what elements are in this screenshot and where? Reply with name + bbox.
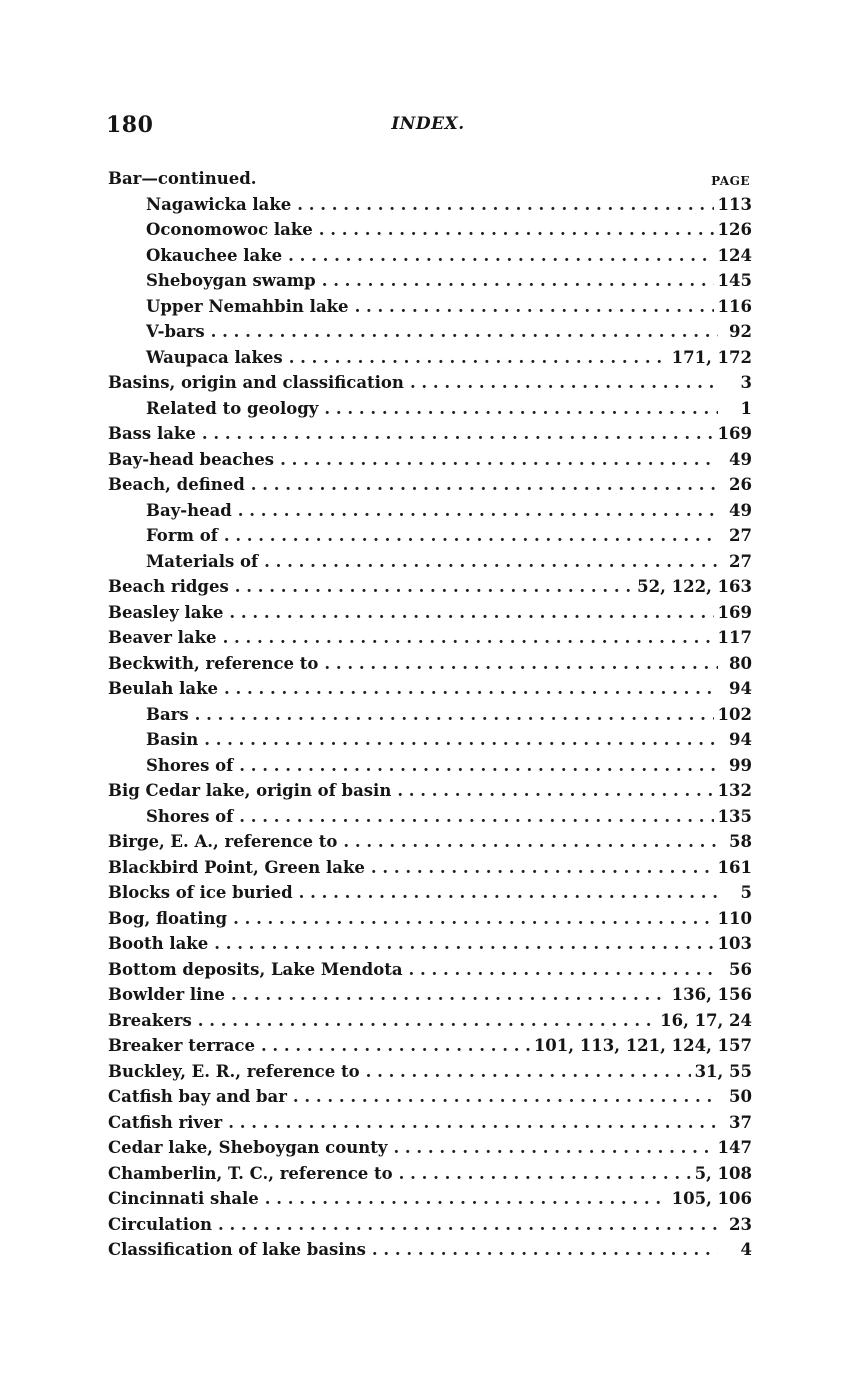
index-entry-text: Bay-head beaches	[108, 449, 275, 469]
dot-leader	[399, 1161, 691, 1187]
index-entry-pages: 3	[740, 373, 752, 392]
index-entry-pages: 136, 156	[671, 985, 752, 1004]
index-entry-pages: 52, 122, 163	[637, 577, 752, 596]
index-entry	[108, 472, 752, 498]
index-entry	[108, 447, 752, 473]
index-entry-text: Beaver lake	[108, 628, 217, 647]
index-entry-pages: 126	[717, 220, 752, 239]
index-entry-text: Upper Nemahbin lake	[146, 296, 349, 316]
index-entry-pages: 50	[729, 1087, 752, 1106]
index-entry	[108, 549, 752, 575]
index-entry	[108, 600, 752, 626]
index-entry-pages: 27	[729, 526, 752, 545]
index-entry-pages: 27	[729, 551, 752, 571]
index-entry-text: Shores of	[146, 755, 234, 775]
index-entry	[108, 880, 752, 906]
dot-leader	[371, 855, 714, 881]
dot-leader	[218, 1212, 718, 1238]
index-entry-text: Beckwith, reference to	[108, 653, 319, 673]
index-entry-pages: 132	[717, 781, 752, 800]
index-entry-text: Catfish bay and bar	[108, 1087, 287, 1106]
index-entry-text: Bottom deposits, Lake Mendota	[108, 959, 403, 979]
page-number: 180	[106, 112, 154, 138]
index-entry	[108, 982, 752, 1008]
index-entry	[108, 396, 752, 422]
dot-leader	[366, 1059, 691, 1085]
index-entry-text: Beulah lake	[108, 679, 219, 698]
page-column-label: PAGE	[711, 174, 750, 188]
index-entry-text: Bass lake	[108, 424, 196, 443]
dot-leader	[223, 625, 714, 651]
index-entry	[108, 727, 752, 753]
dot-leader	[235, 574, 633, 600]
index-entry	[108, 1237, 752, 1263]
index-entry-pages: 113	[717, 194, 752, 214]
dot-leader	[198, 1008, 656, 1034]
index-entry-text: Beach ridges	[108, 577, 229, 596]
dot-leader	[280, 447, 718, 473]
dot-leader	[297, 192, 713, 218]
index-entry-text: Cedar lake, Sheboygan county	[108, 1138, 388, 1157]
index-entry-text: Blocks of ice buried	[108, 883, 293, 902]
index-entry	[108, 778, 752, 804]
index-entry	[108, 166, 752, 192]
dot-leader	[239, 753, 718, 779]
index-entry	[108, 1135, 752, 1161]
index-entry	[108, 1161, 752, 1187]
index-entry-text: Okauchee lake	[146, 245, 283, 265]
index-entry-text: Waupaca lakes	[146, 347, 283, 367]
index-entry-text: Big Cedar lake, origin of basin	[108, 781, 392, 800]
index-entry-text: Breaker terrace	[108, 1036, 255, 1055]
index-entry-pages: 31, 55	[694, 1061, 752, 1081]
index-entry	[108, 294, 752, 320]
index-entry-pages: 58	[729, 832, 752, 851]
index-entry-text: Bar—continued.	[108, 169, 257, 188]
index-entry-text: Sheboygan swamp	[146, 271, 316, 290]
index-entry-text: Bog, floating	[108, 908, 228, 928]
dot-leader	[231, 982, 668, 1008]
index-entry	[108, 1059, 752, 1085]
index-entry-pages: 145	[717, 271, 752, 290]
index-entry	[108, 1084, 752, 1110]
index-entry	[108, 855, 752, 881]
index-entry	[108, 1008, 752, 1034]
index-entry-pages: 49	[729, 500, 752, 520]
index-entry-text: Oconomowoc lake	[146, 220, 313, 239]
index-entry-pages: 5, 108	[694, 1163, 752, 1183]
index-entry	[108, 268, 752, 294]
index-entry-text: Nagawicka lake	[146, 194, 292, 214]
dot-leader	[324, 651, 718, 677]
index-entry	[108, 1110, 752, 1136]
index-entry-text: Blackbird Point, Green lake	[108, 857, 365, 877]
dot-leader	[264, 549, 718, 575]
index-entry-text: Beach, defined	[108, 475, 245, 494]
index-entry-pages: 26	[729, 475, 752, 494]
dot-leader	[228, 1110, 718, 1136]
dot-leader	[397, 778, 713, 804]
index-entry-pages: 169	[717, 602, 752, 622]
index-entry	[108, 523, 752, 549]
index-entry-text: Bowlder line	[108, 985, 225, 1004]
index-entry	[108, 957, 752, 983]
index-entry-text: Beasley lake	[108, 602, 224, 622]
dot-leader	[265, 1186, 668, 1212]
index-entry-text: Buckley, E. R., reference to	[108, 1061, 360, 1081]
index-entry-pages: 99	[729, 755, 752, 775]
index-entry	[108, 906, 752, 932]
index-entry-text: V-bars	[146, 322, 205, 341]
dot-leader	[288, 243, 713, 269]
dot-leader	[372, 1237, 718, 1263]
dot-leader	[355, 294, 714, 320]
index-entry-pages: 16, 17, 24	[660, 1010, 752, 1030]
index-entry-pages: 4	[740, 1240, 752, 1259]
index-entry-pages: 1	[740, 398, 752, 418]
index-entry	[108, 217, 752, 243]
index-entry	[108, 192, 752, 218]
index-entry-text: Birge, E. A., reference to	[108, 832, 338, 851]
dot-leader	[239, 804, 713, 830]
index-entry	[108, 421, 752, 447]
index-entry-pages: 103	[717, 934, 752, 953]
index-entry-pages: 147	[717, 1138, 752, 1157]
dot-leader	[261, 1033, 530, 1059]
dot-leader	[393, 1135, 713, 1161]
index-entry	[108, 345, 752, 371]
index-entry-pages: 94	[729, 730, 752, 749]
dot-leader	[409, 957, 718, 983]
index-entry-text: Classification of lake basins	[108, 1240, 366, 1259]
index-entry	[108, 804, 752, 830]
index-entry-text: Circulation	[108, 1214, 212, 1234]
dot-leader	[289, 345, 668, 371]
index-entry-text: Chamberlin, T. C., reference to	[108, 1163, 393, 1183]
index-entry	[108, 625, 752, 651]
dot-leader	[324, 396, 718, 422]
running-head: INDEX.	[391, 114, 465, 134]
index-entry	[108, 753, 752, 779]
dot-leader	[251, 472, 718, 498]
dot-leader	[293, 1084, 718, 1110]
dot-leader	[229, 600, 713, 626]
index-entry-pages: 94	[729, 679, 752, 698]
dot-leader	[204, 727, 718, 753]
index-entry-text: Form of	[146, 526, 218, 545]
dot-leader	[322, 268, 714, 294]
index-entry	[108, 651, 752, 677]
index-entry	[108, 574, 752, 600]
dot-leader	[299, 880, 718, 906]
index-entry	[108, 243, 752, 269]
dot-leader	[319, 217, 714, 243]
dot-leader	[224, 523, 718, 549]
index-entry-pages: 171, 172	[671, 347, 752, 367]
index-entry	[108, 498, 752, 524]
index-entry-pages: 110	[717, 908, 752, 928]
index-entry	[108, 319, 752, 345]
index-entries	[108, 166, 752, 1263]
index-entry	[108, 1033, 752, 1059]
dot-leader	[343, 829, 718, 855]
index-entry-pages: 23	[729, 1214, 752, 1234]
index-entry-pages: 49	[729, 449, 752, 469]
dot-leader	[233, 906, 713, 932]
index-entry-pages: 5	[740, 883, 752, 902]
index-entry-text: Related to geology	[146, 398, 319, 418]
index-entry-pages: 161	[717, 857, 752, 877]
index-entry-pages: 37	[729, 1112, 752, 1132]
index-entry-text: Catfish river	[108, 1112, 223, 1132]
index-entry-text: Materials of	[146, 551, 259, 571]
index-entry-text: Cincinnati shale	[108, 1189, 259, 1208]
index-entry-pages: 102	[717, 704, 752, 724]
dot-leader	[202, 421, 714, 447]
index-entry-pages: 92	[729, 322, 752, 341]
index-entry-pages: 135	[717, 806, 752, 826]
index-entry-pages: 117	[717, 628, 752, 647]
index-entry-pages: 105, 106	[671, 1189, 752, 1208]
dot-leader	[238, 498, 718, 524]
index-entry	[108, 931, 752, 957]
index-entry	[108, 1186, 752, 1212]
dot-leader	[195, 702, 714, 728]
dot-leader	[224, 676, 718, 702]
index-entry-text: Booth lake	[108, 934, 209, 953]
index-entry	[108, 829, 752, 855]
index-entry	[108, 370, 752, 396]
index-entry-pages: 56	[729, 959, 752, 979]
index-entry-pages: 116	[717, 296, 752, 316]
index-entry-text: Basin	[146, 730, 199, 749]
dot-leader	[214, 931, 713, 957]
index-entry-text: Bars	[146, 704, 189, 724]
index-entry	[108, 1212, 752, 1238]
index-entry	[108, 676, 752, 702]
dot-leader	[211, 319, 718, 345]
dot-leader	[410, 370, 718, 396]
index-entry-pages: 80	[729, 653, 752, 673]
index-entry-pages: 169	[717, 424, 752, 443]
index-entry-text: Basins, origin and classification	[108, 373, 404, 392]
index-entry-pages: 124	[717, 245, 752, 265]
index-entry	[108, 702, 752, 728]
index-entry-text: Bay-head	[146, 500, 232, 520]
index-entry-pages: 101, 113, 121, 124, 157	[533, 1036, 752, 1055]
index-entry-text: Breakers	[108, 1010, 192, 1030]
index-entry-text: Shores of	[146, 806, 234, 826]
